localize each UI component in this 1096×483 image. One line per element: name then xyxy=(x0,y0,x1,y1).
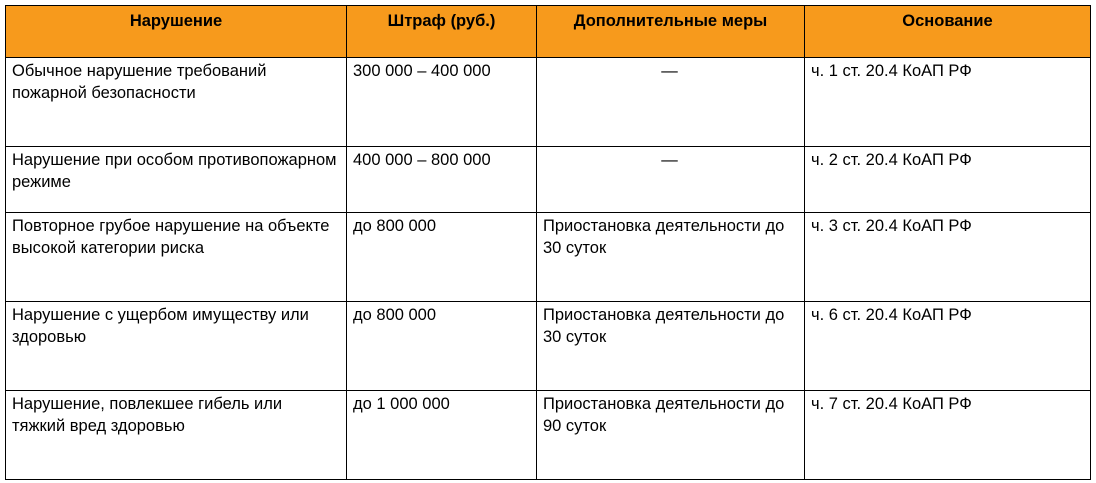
header-additional-measures: Дополнительные меры xyxy=(537,6,805,58)
table-row xyxy=(6,213,1091,302)
cell-fine: 300 000 – 400 000 xyxy=(347,58,537,147)
cell-basis: ч. 1 ст. 20.4 КоАП РФ xyxy=(805,58,1091,147)
cell-measures: — xyxy=(537,58,805,147)
cell-basis: ч. 7 ст. 20.4 КоАП РФ xyxy=(805,391,1091,480)
cell-violation: Нарушение с ущербом имуществу или здоровью xyxy=(6,302,347,391)
cell-violation: Повторное грубое нарушение на объекте высокой категории риска xyxy=(6,213,347,302)
cell-fine: до 800 000 xyxy=(347,302,537,391)
cell-fine: 400 000 – 800 000 xyxy=(347,147,537,213)
header-basis: Основание xyxy=(805,6,1091,58)
cell-basis: ч. 6 ст. 20.4 КоАП РФ xyxy=(805,302,1091,391)
cell-basis: ч. 2 ст. 20.4 КоАП РФ xyxy=(805,147,1091,213)
table-row xyxy=(6,147,1091,213)
cell-measures: Приостановка деятельности до 30 суток xyxy=(537,213,805,302)
cell-measures: — xyxy=(537,147,805,213)
header-fine: Штраф (руб.) xyxy=(347,6,537,58)
cell-basis: ч. 3 ст. 20.4 КоАП РФ xyxy=(805,213,1091,302)
table-row xyxy=(6,302,1091,391)
table-header xyxy=(6,6,1091,58)
table-row xyxy=(6,58,1091,147)
cell-violation: Обычное нарушение требований пожарной безопасности xyxy=(6,58,347,147)
cell-measures: Приостановка деятельности до 30 суток xyxy=(537,302,805,391)
cell-measures: Приостановка деятельности до 90 суток xyxy=(537,391,805,480)
cell-fine: до 800 000 xyxy=(347,213,537,302)
penalties-table xyxy=(5,5,1091,480)
table-row xyxy=(6,391,1091,480)
cell-fine: до 1 000 000 xyxy=(347,391,537,480)
cell-violation: Нарушение, повлекшее гибель или тяжкий вред здоровью xyxy=(6,391,347,480)
cell-violation: Нарушение при особом противопожарном режиме xyxy=(6,147,347,213)
header-violation: Нарушение xyxy=(6,6,347,58)
